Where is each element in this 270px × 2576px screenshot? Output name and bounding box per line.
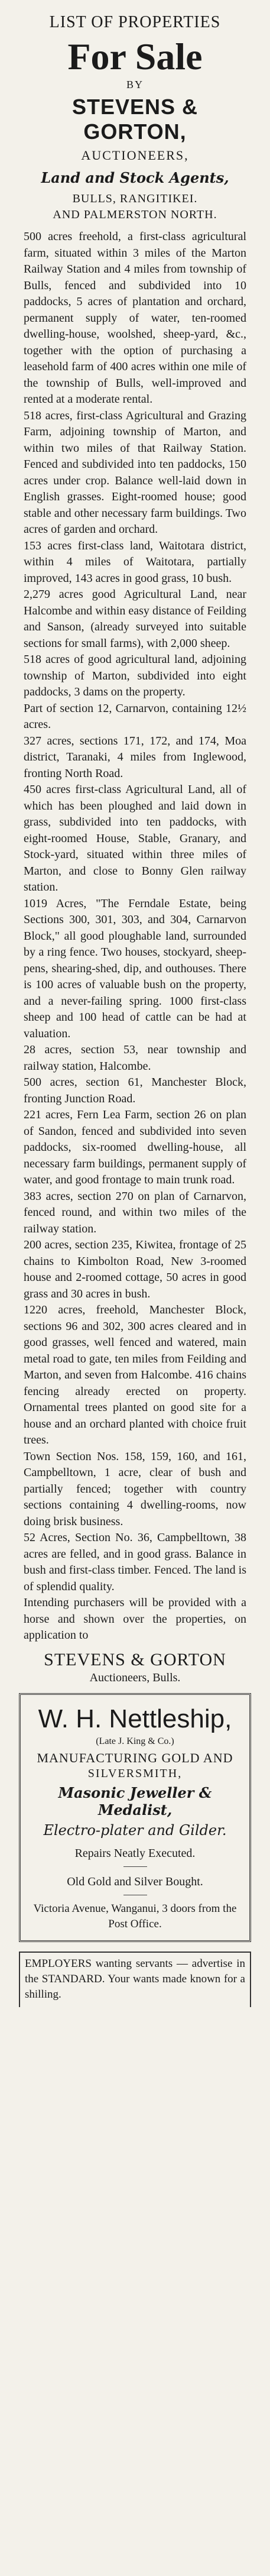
- listing: 327 acres, sections 171, 172, and 174, Moa district, Taranaki, 4 miles from Inglewood, fronting North Road.: [24, 734, 246, 780]
- divider: [123, 1866, 147, 1867]
- masonic-line: Masonic Jeweller & Medalist,: [58, 1784, 212, 1818]
- listing: Town Section Nos. 158, 159, 160, and 161, Campbelltown, 1 acre, clear of bush and partially fenced; together with country sections containing 4 dwelling-rooms, now doing brisk business.: [24, 1449, 246, 1528]
- listing: 450 acres first-class Agricultural Land, all of which has been ploughed and laid down in grass, subdivided into ten paddocks, with eight-roomed House, Stable, Granary, and Stock-yard, situated within three miles of Marton, and close to Bonny Glen railway station.: [24, 783, 246, 894]
- listing: 52 Acres, Section No. 36, Campbelltown, 38 acres are felled, and in good grass. Balance in bush and first-class timber. Fenced. The land is of splendid quality.: [24, 1531, 246, 1593]
- property-listings: [24, 229, 246, 1644]
- repairs-line: Repairs Neatly Executed.: [74, 1846, 196, 1860]
- listing: 518 acres, first-class Agricultural and Grazing Farm, adjoining township of Marton, and within two miles of that Railway Station. Fenced and subdivided into ten paddocks, 150 acres under crop. Balance well-laid down in English grasses. Eight-roomed house; good stable and other necessary farm buildings. Two acres of garden and orchard.: [24, 409, 246, 536]
- closing-firm: STEVENS & GORTON: [44, 1649, 226, 1669]
- for-sale-heading: For Sale: [67, 35, 203, 77]
- closing-text: Intending purchasers will be provided with a horse and shown over the properties, on application to: [24, 1596, 246, 1642]
- listing: 500 acres freehold, a first-class agricultural farm, situated within 3 miles of the Marton Railway Station and 4 miles from township of Bulls, fenced and subdivided into 10 paddocks, 5 acres of plantation and orchard, permanent supply of water, ten-roomed dwelling-house, woolshed, sheep-yard, &c., together with the option of purchasing a leasehold farm of 400 acres within one mile of the township of Bulls, well-improved and rented at a moderate rental.: [24, 230, 246, 406]
- location-bulls: BULLS, RANGITIKEI.: [72, 192, 198, 206]
- gold-bought-line: Old Gold and Silver Bought.: [67, 1875, 203, 1888]
- listing: 1019 Acres, "The Ferndale Estate, being Sections 300, 301, 303, and 304, Carnarvon Block," all good ploughable land, surrounded by a ring fence. Two houses, stockyard, sheep-pens, shearing-shed, dip, and outhouses. There is 100 acres of valuable bush on the property, and a never-failing spring. 1000 first-class sheep and 100 head of cattle can be had at valuation.: [24, 897, 246, 1040]
- location-palmerston: AND PALMERSTON NORTH.: [53, 208, 217, 222]
- trade-line-2: SILVERSMITH,: [87, 1766, 183, 1780]
- former-firm: (Late J. King & Co.): [96, 1736, 174, 1746]
- advertiser-name: W. H. Nettleship,: [38, 1704, 232, 1733]
- list-heading: LIST OF PROPERTIES: [49, 13, 221, 31]
- employers-advert: EMPLOYERS wanting servants — advertise in the STANDARD. Your wants made known for a shilling.: [19, 1952, 251, 2007]
- listing: 1220 acres, freehold, Manchester Block, sections 96 and 302, 300 acres cleared and in good grasses, well fenced and watered, main metal road to gate, ten miles from Feilding and Marton, and seven from Halcombe. 416 chains fencing already erected on property. Ornamental trees planted on good site for a house and an orchard planted with choice fruit trees.: [24, 1303, 246, 1447]
- listing: 221 acres, Fern Lea Farm, section 26 on plan of Sandon, fenced and subdivided into seven paddocks, six-roomed dwelling-house, all necessary farm buildings, permanent supply of water, and good frontage to main trunk road.: [24, 1108, 246, 1187]
- listing: 2,279 acres good Agricultural Land, near Halcombe and within easy distance of Feilding and Sanson, (already surveyed into suitable sections for small farms), with 2,000 sheep.: [24, 588, 246, 650]
- electro-line: Electro-plater and Gilder.: [43, 1821, 227, 1839]
- listing: Part of section 12, Carnarvon, containing 12½ acres.: [24, 701, 246, 732]
- listing: 383 acres, section 270 on plan of Carnarvon, fenced round, and within two miles of the railway station.: [24, 1189, 246, 1235]
- trade-line: MANUFACTURING GOLD AND: [37, 1750, 233, 1765]
- nettleship-advert: [19, 1693, 251, 1942]
- listing: 28 acres, section 53, near township and railway station, Halcombe.: [24, 1043, 246, 1073]
- land-agents-line: Land and Stock Agents,: [41, 169, 229, 187]
- listing: 200 acres, section 235, Kiwitea, frontage of 25 chains to Kimbolton Road, New 3-roomed house and 2-roomed cottage, 50 acres in good grass and 30 acres in bush.: [24, 1238, 246, 1300]
- address-line: Victoria Avenue, Wanganui, 3 doors from the Post Office.: [33, 1902, 237, 1930]
- listing: 518 acres of good agricultural land, adjoining township of Marton, subdivided into eight paddocks, 3 dams on the property.: [24, 653, 246, 699]
- firm-name: STEVENS & GORTON,: [71, 95, 199, 144]
- listing: 153 acres first-class land, Waitotara district, within 4 miles of Waitotara, partially improved, 143 acres in good grass, 10 bush.: [24, 539, 246, 585]
- listing: 500 acres, section 61, Manchester Block, fronting Junction Road.: [24, 1076, 246, 1105]
- firm-role: AUCTIONEERS,: [81, 148, 189, 163]
- by-label: BY: [126, 79, 144, 91]
- closing-role: Auctioneers, Bulls.: [89, 1671, 181, 1684]
